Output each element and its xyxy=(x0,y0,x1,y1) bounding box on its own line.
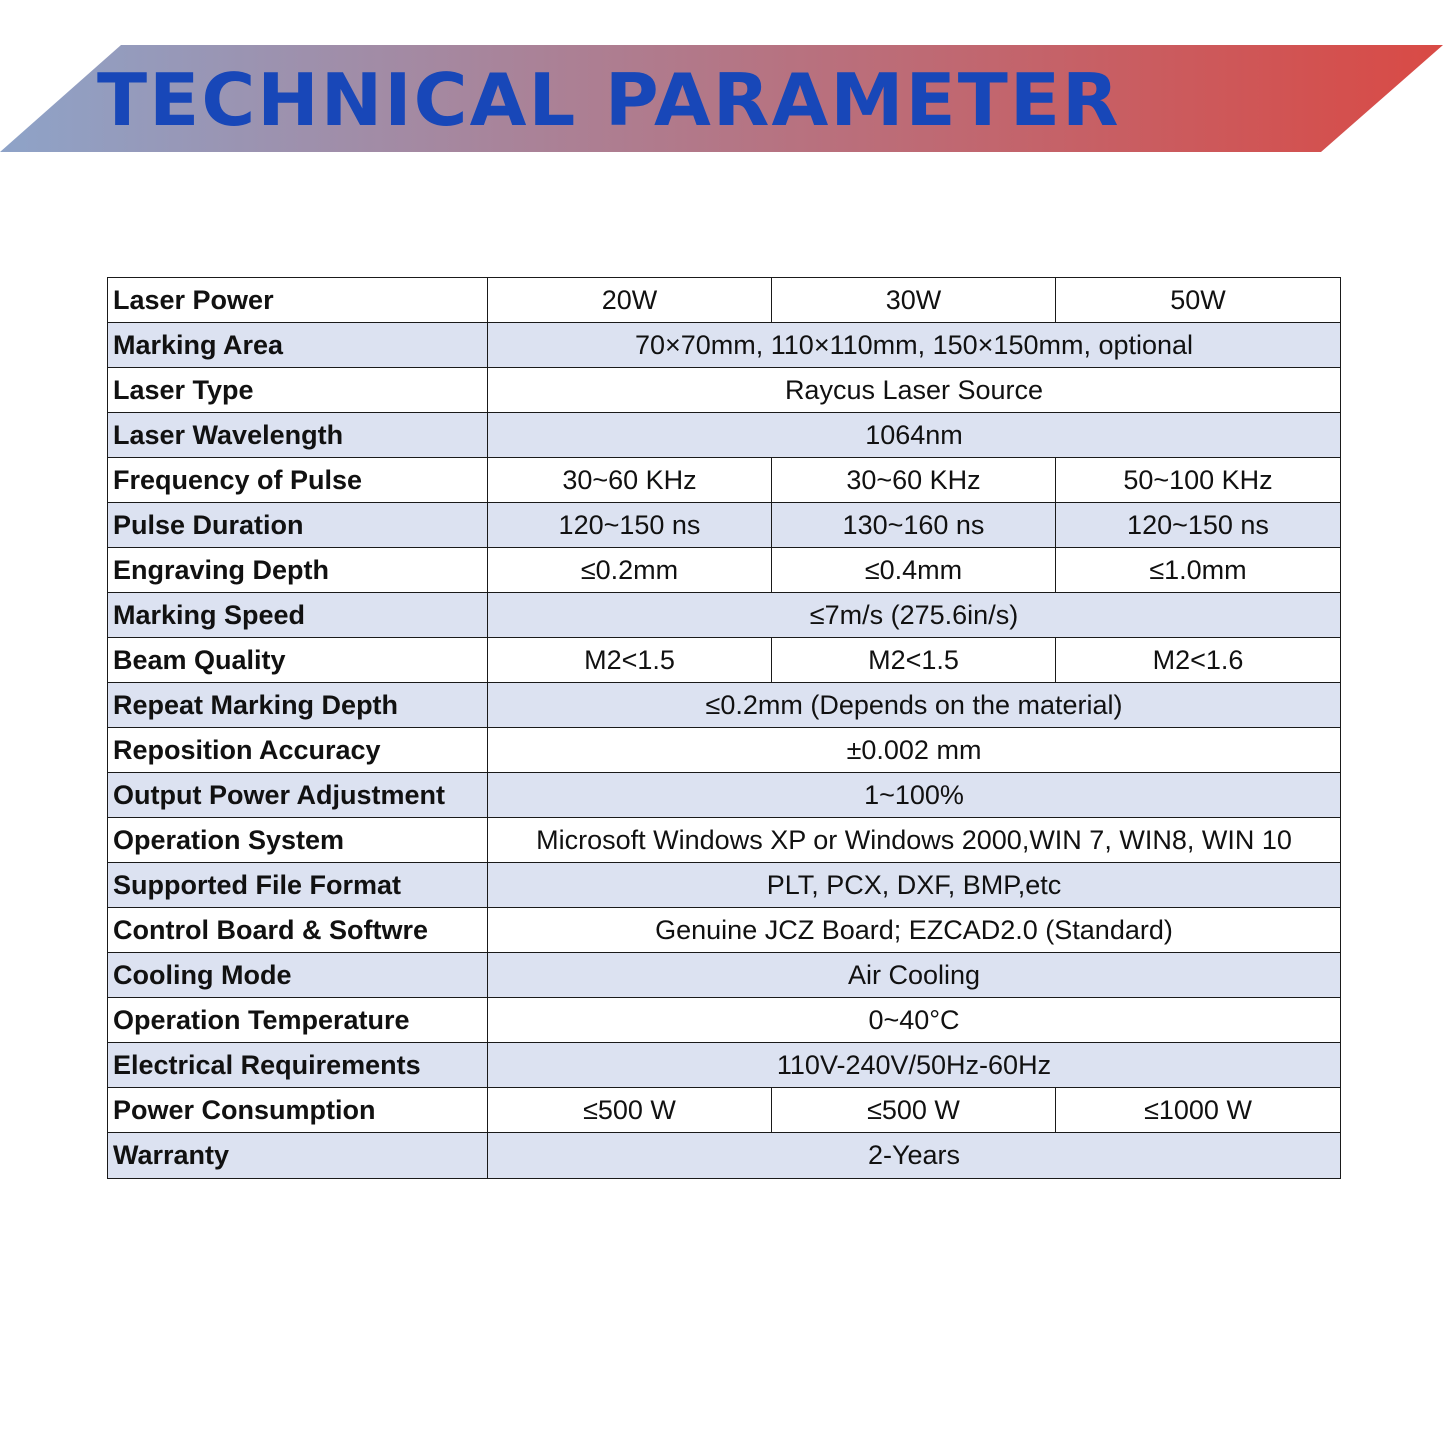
row-label: Output Power Adjustment xyxy=(108,773,488,818)
table-row xyxy=(108,683,1341,728)
table-row xyxy=(108,863,1341,908)
row-label: Laser Type xyxy=(108,368,488,413)
row-label: Control Board & Softwre xyxy=(108,908,488,953)
row-label: Pulse Duration xyxy=(108,503,488,548)
row-value-merged: 70×70mm, 110×110mm, 150×150mm, optional xyxy=(488,323,1341,368)
table-row xyxy=(108,323,1341,368)
table-row xyxy=(108,818,1341,863)
table-row xyxy=(108,1133,1341,1179)
row-label: Marking Speed xyxy=(108,593,488,638)
row-label: Warranty xyxy=(108,1133,488,1179)
row-value: 120~150 ns xyxy=(1056,503,1341,548)
row-label: Beam Quality xyxy=(108,638,488,683)
row-label: Laser Wavelength xyxy=(108,413,488,458)
table-row xyxy=(108,1088,1341,1133)
row-value-merged: 110V-240V/50Hz-60Hz xyxy=(488,1043,1341,1088)
row-value: ≤500 W xyxy=(488,1088,772,1133)
row-value-merged: 0~40°C xyxy=(488,998,1341,1043)
title-banner xyxy=(0,44,1445,154)
row-label: Marking Area xyxy=(108,323,488,368)
row-label: Operation Temperature xyxy=(108,998,488,1043)
row-value-merged: PLT, PCX, DXF, BMP,etc xyxy=(488,863,1341,908)
table-row xyxy=(108,503,1341,548)
table-row xyxy=(108,368,1341,413)
table-row xyxy=(108,728,1341,773)
row-value: M2<1.5 xyxy=(772,638,1056,683)
table-row xyxy=(108,908,1341,953)
row-value: 120~150 ns xyxy=(488,503,772,548)
row-value: ≤1000 W xyxy=(1056,1088,1341,1133)
spec-table xyxy=(107,277,1341,1179)
table-row xyxy=(108,593,1341,638)
row-value: 50W xyxy=(1056,278,1341,323)
row-value-merged: Microsoft Windows XP or Windows 2000,WIN 7, WIN8, WIN 10 xyxy=(488,818,1341,863)
table-row xyxy=(108,458,1341,503)
row-label: Laser Power xyxy=(108,278,488,323)
row-label: Engraving Depth xyxy=(108,548,488,593)
row-value: ≤500 W xyxy=(772,1088,1056,1133)
row-label: Frequency of Pulse xyxy=(108,458,488,503)
row-value: 20W xyxy=(488,278,772,323)
row-value: M2<1.5 xyxy=(488,638,772,683)
row-value-merged: Genuine JCZ Board; EZCAD2.0 (Standard) xyxy=(488,908,1341,953)
row-value: ≤1.0mm xyxy=(1056,548,1341,593)
row-value-merged: Air Cooling xyxy=(488,953,1341,998)
row-value: 130~160 ns xyxy=(772,503,1056,548)
row-value-merged: 2-Years xyxy=(488,1133,1341,1179)
table-row xyxy=(108,413,1341,458)
page-title: TECHNICAL PARAMETER xyxy=(97,58,1121,142)
row-value-merged: ≤0.2mm (Depends on the material) xyxy=(488,683,1341,728)
row-label: Reposition Accuracy xyxy=(108,728,488,773)
row-value: ≤0.4mm xyxy=(772,548,1056,593)
row-value: 30W xyxy=(772,278,1056,323)
table-row xyxy=(108,638,1341,683)
table-row xyxy=(108,278,1341,323)
row-value: 50~100 KHz xyxy=(1056,458,1341,503)
spec-table-body xyxy=(108,278,1341,1179)
row-label: Operation System xyxy=(108,818,488,863)
table-row xyxy=(108,1043,1341,1088)
row-value: M2<1.6 xyxy=(1056,638,1341,683)
row-value: 30~60 KHz xyxy=(488,458,772,503)
row-value-merged: ≤7m/s (275.6in/s) xyxy=(488,593,1341,638)
table-row xyxy=(108,998,1341,1043)
row-value-merged: ±0.002 mm xyxy=(488,728,1341,773)
row-label: Cooling Mode xyxy=(108,953,488,998)
row-label: Repeat Marking Depth xyxy=(108,683,488,728)
table-row xyxy=(108,548,1341,593)
row-label: Supported File Format xyxy=(108,863,488,908)
row-label: Power Consumption xyxy=(108,1088,488,1133)
row-value: 30~60 KHz xyxy=(772,458,1056,503)
row-value-merged: 1064nm xyxy=(488,413,1341,458)
row-value-merged: Raycus Laser Source xyxy=(488,368,1341,413)
row-value: ≤0.2mm xyxy=(488,548,772,593)
table-row xyxy=(108,953,1341,998)
row-value-merged: 1~100% xyxy=(488,773,1341,818)
table-row xyxy=(108,773,1341,818)
row-label: Electrical Requirements xyxy=(108,1043,488,1088)
